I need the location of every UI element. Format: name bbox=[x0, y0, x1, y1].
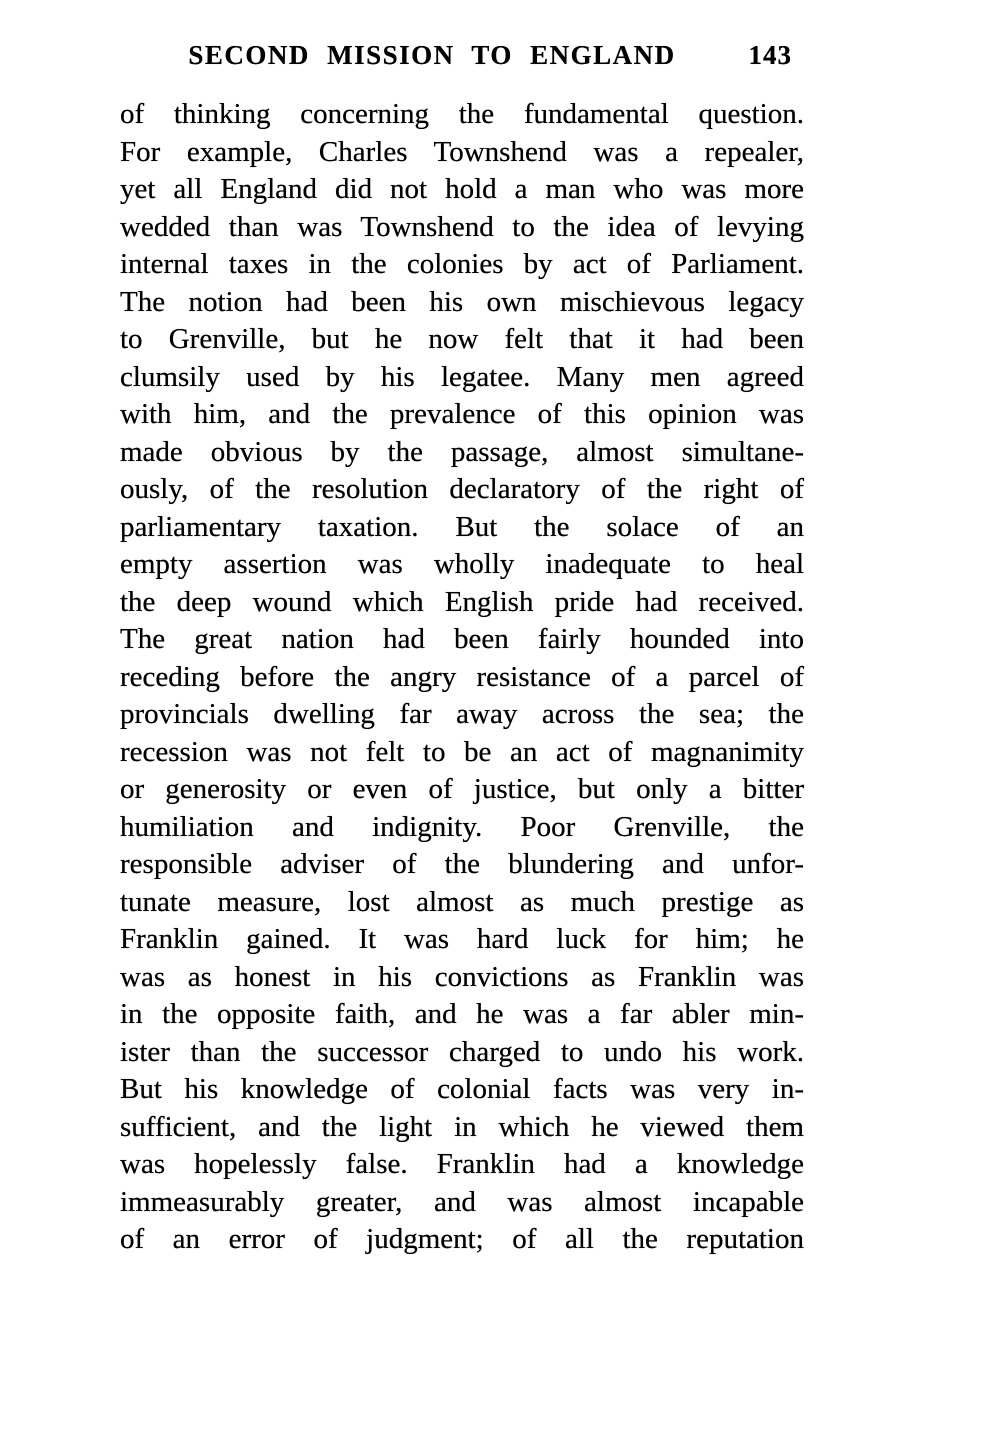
text-line: responsible adviser of the blundering and unfor- bbox=[120, 848, 804, 880]
text-line: For example, Charles Townshend was a repealer, bbox=[120, 135, 804, 168]
text-line: made obvious by the passage, almost simultane- bbox=[120, 435, 804, 468]
text-line: in the opposite faith, and he was a far abler min- bbox=[120, 998, 804, 1030]
text-line: clumsily used by his legatee. Many men agreed bbox=[120, 360, 804, 393]
page-number: 143 bbox=[748, 40, 792, 70]
text-line: wedded than was Townshend to the idea of levying bbox=[120, 210, 804, 243]
text-line: ously, of the resolution declaratory of the right of bbox=[120, 473, 804, 505]
body-text bbox=[120, 96, 804, 1259]
text-line: the deep wound which English pride had received. bbox=[120, 585, 804, 618]
text-line: to Grenville, but he now felt that it had been bbox=[120, 323, 804, 355]
text-line: provincials dwelling far away across the sea; the bbox=[120, 698, 804, 730]
text-line: sufficient, and the light in which he viewed them bbox=[120, 1110, 804, 1143]
text-line: empty assertion was wholly inadequate to heal bbox=[120, 548, 804, 580]
text-line: The notion had been his own mischievous legacy bbox=[120, 285, 804, 318]
text-line: internal taxes in the colonies by act of Parliament. bbox=[120, 248, 804, 280]
page-header-title: SECOND MISSION TO ENGLAND bbox=[188, 40, 676, 70]
text-line: immeasurably greater, and was almost incapable bbox=[120, 1185, 804, 1218]
text-line: yet all England did not hold a man who was more bbox=[120, 173, 804, 205]
text-line: The great nation had been fairly hounded into bbox=[120, 623, 804, 655]
text-line: ister than the successor charged to undo his work. bbox=[120, 1035, 804, 1068]
text-line: with him, and the prevalence of this opinion was bbox=[120, 398, 804, 430]
text-line: Franklin gained. It was hard luck for him; he bbox=[120, 923, 804, 955]
text-line: But his knowledge of colonial facts was very in- bbox=[120, 1073, 804, 1105]
text-line: was as honest in his convictions as Franklin was bbox=[120, 960, 804, 993]
text-line: was hopelessly false. Franklin had a knowledge bbox=[120, 1148, 804, 1180]
text-line: of thinking concerning the fundamental question. bbox=[120, 98, 804, 130]
text-line: tunate measure, lost almost as much prestige as bbox=[120, 885, 804, 918]
running-header bbox=[120, 40, 804, 74]
text-line: humiliation and indignity. Poor Grenville, the bbox=[120, 810, 804, 843]
text-line: receding before the angry resistance of a parcel of bbox=[120, 660, 804, 693]
text-line: parliamentary taxation. But the solace of an bbox=[120, 510, 804, 543]
text-line: or generosity or even of justice, but only a bitter bbox=[120, 773, 804, 805]
text-line: of an error of judgment; of all the reputation bbox=[120, 1223, 804, 1255]
text-line: recession was not felt to be an act of magnanimity bbox=[120, 735, 804, 768]
